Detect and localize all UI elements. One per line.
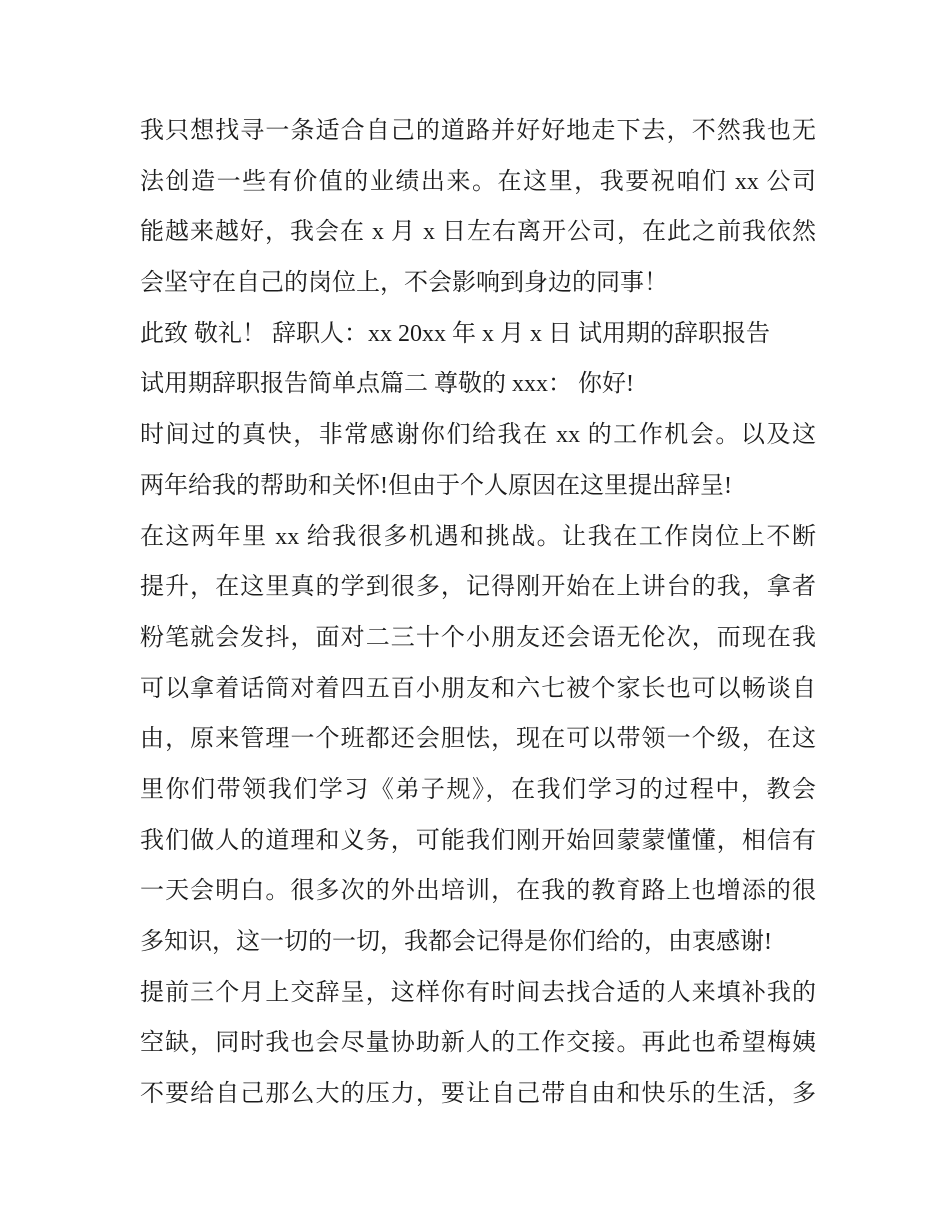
text-line: 可以拿着话筒对着四五百小朋友和六七被个家长也可以畅谈自	[140, 675, 816, 702]
letter-text-block	[140, 106, 816, 1120]
text-line: 不要给自己那么大的压力，要让自己带自由和快乐的生活，多	[140, 1081, 816, 1108]
text-line: 在这两年里 xx 给我很多机遇和挑战。让我在工作岗位上不断	[140, 523, 816, 550]
text-line: 能越来越好，我会在 x 月 x 日左右离开公司，在此之前我依然	[140, 219, 816, 246]
text-line: 里你们带领我们学习《弟子规》，在我们学习的过程中，教会	[140, 776, 816, 803]
text-line: 我们做人的道理和义务，可能我们刚开始回蒙蒙懂懂，相信有	[140, 827, 816, 854]
text-line: 会坚守在自己的岗位上，不会影响到身边的同事！	[140, 270, 668, 297]
text-line: 一天会明白。很多次的外出培训，在我的教育路上也增添的很	[140, 878, 816, 905]
text-line: 我只想找寻一条适合自己的道路并好好地走下去，不然我也无	[140, 118, 816, 144]
text-line: 提前三个月上交辞呈，这样你有时间去找合适的人来填补我的	[140, 979, 816, 1006]
text-line: 提升，在这里真的学到很多，记得刚开始在上讲台的我，拿者	[140, 574, 816, 601]
text-line: 两年给我的帮助和关怀!但由于个人原因在这里提出辞呈!	[140, 472, 732, 499]
text-line: 此致 敬礼！ 辞职人：xx 20xx 年 x 月 x 日 试用期的辞职报告	[140, 320, 770, 347]
text-line: 空缺，同时我也会尽量协助新人的工作交接。再此也希望梅姨	[140, 1030, 816, 1057]
text-line: 多知识，这一切的一切，我都会记得是你们给的，由衷感谢!	[140, 929, 772, 955]
text-line: 时间过的真快，非常感谢你们给我在 xx 的工作机会。以及这	[140, 422, 816, 449]
text-line: 试用期辞职报告简单点篇二 尊敬的 xxx： 你好!	[140, 371, 634, 398]
text-line: 由，原来管理一个班都还会胆怯，现在可以带领一个级，在这	[140, 726, 816, 753]
text-line: 法创造一些有价值的业绩出来。在这里，我要祝咱们 xx 公司	[140, 168, 816, 195]
text-line: 粉笔就会发抖，面对二三十个小朋友还会语无伦次，而现在我	[140, 624, 816, 651]
